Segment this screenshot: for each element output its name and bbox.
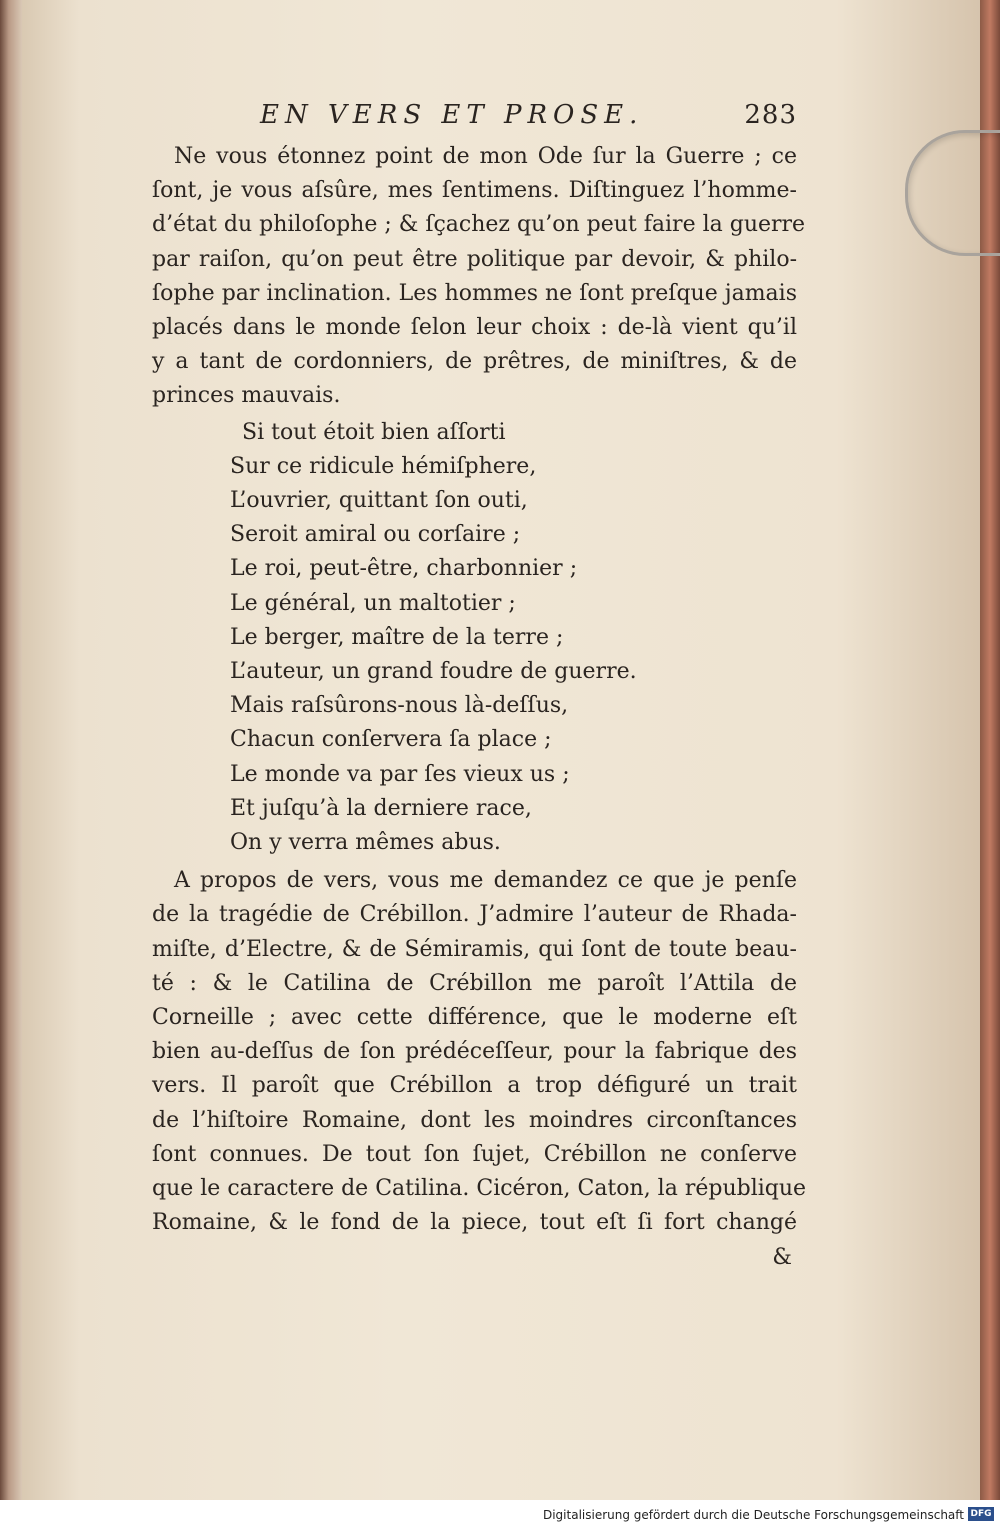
- text-line: de l’hiſtoire Romaine, dont les moindres circonſtances: [152, 1107, 797, 1133]
- text-line: Ne vous étonnez point de mon Ode ſur la Guerre ; ce: [174, 144, 797, 169]
- verse-line: Et juſqu’à la derniere race,: [230, 795, 532, 821]
- text-line: ſont, je vous aſsûre, mes ſentimens. Diſtinguez l’homme-: [152, 178, 797, 204]
- text-line: princes mauvais.: [152, 383, 341, 409]
- catchword: &: [772, 1244, 792, 1270]
- text-line: vers. Il paroît que Crébillon a trop défiguré un trait: [152, 1073, 797, 1099]
- verse-line: Le général, un maltotier ;: [230, 590, 516, 616]
- text-line: Romaine, & le fond de la piece, tout eſt ſi fort changé: [152, 1210, 797, 1236]
- text-line: miſte, d’Electre, & de Sémiramis, qui ſont de toute beau-: [152, 936, 797, 962]
- text-line: A propos de vers, vous me demandez ce que je penſe: [174, 868, 797, 894]
- text-line: par raiſon, qu’on peut être politique par devoir, & philo-: [152, 246, 797, 272]
- page-content: [152, 100, 807, 1275]
- funding-credit: Digitalisierung gefördert durch die Deutsche Forschungsgemeinschaft: [542, 1508, 964, 1522]
- running-head: [152, 100, 797, 140]
- verse-line: Si tout étoit bien aſſorti: [242, 419, 506, 445]
- verse-line: On y verra mêmes abus.: [230, 830, 501, 856]
- text-line: ſophe par inclination. Les hommes ne ſont preſque jamais: [152, 280, 797, 306]
- text-line: de la tragédie de Crébillon. J’admire l’auteur de Rhada-: [152, 902, 797, 928]
- text-line: té : & le Catilina de Crébillon me paroît l’Attila de: [152, 970, 797, 996]
- text-line: d’état du philoſophe ; & ſçachez qu’on peut faire la guerre: [152, 212, 806, 238]
- page-number: 283: [744, 100, 797, 130]
- text-line: placés dans le monde ſelon leur choix : de-là vient qu’il: [152, 315, 797, 341]
- book-left-edge: [0, 0, 22, 1500]
- verse-line: Le berger, maître de la terre ;: [230, 624, 564, 650]
- verse-line: Sur ce ridicule hémiſphere,: [230, 453, 537, 479]
- verse-line: Chacun conſervera ſa place ;: [230, 727, 552, 753]
- paragraph-1: [152, 140, 806, 414]
- footer-bar: [0, 1500, 1000, 1527]
- running-head-title: EN VERS ET PROSE.: [260, 100, 644, 130]
- verse-line: L’auteur, un grand foudre de guerre.: [230, 659, 637, 685]
- dfg-logo: DFG: [968, 1507, 994, 1521]
- text-line: que le caractere de Catilina. Cicéron, Caton, la république: [152, 1176, 807, 1202]
- text-line: bien au-deſſus de ſon prédéceſſeur, pour la fabrique des: [152, 1039, 797, 1065]
- text-line: Corneille ; avec cette différence, que le moderne eſt: [152, 1005, 797, 1031]
- verse-line: Mais raſsûrons-nous là-deſſus,: [230, 693, 569, 719]
- paragraph-2: [152, 864, 807, 1240]
- verse-line: L’ouvrier, quittant ſon outi,: [230, 488, 528, 514]
- verse-line: Seroit amiral ou corſaire ;: [230, 522, 521, 548]
- verse-line: Le monde va par ſes vieux us ;: [230, 761, 570, 787]
- verse-block: [230, 416, 797, 861]
- verse-line: Le roi, peut-être, charbonnier ;: [230, 556, 578, 582]
- text-line: ſont connues. De tout ſon ſujet, Crébillon ne conſerve: [152, 1141, 797, 1167]
- text-line: y a tant de cordonniers, de prêtres, de miniſtres, & de: [152, 349, 797, 375]
